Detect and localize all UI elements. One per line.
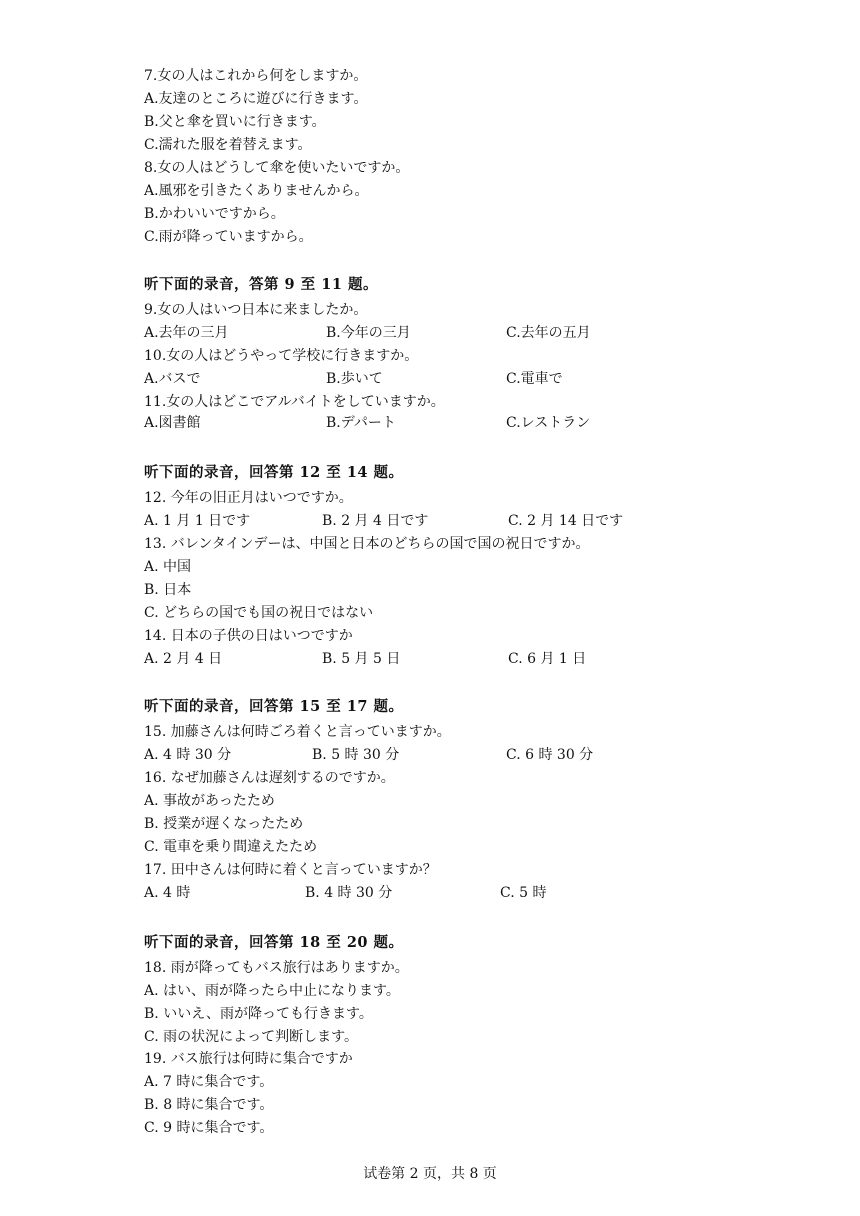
question-17-option-c: C. 5 時 (500, 885, 547, 901)
question-12-option-b: B. 2 月 4 日です (322, 513, 429, 529)
question-9-option-b: B.今年の三月 (326, 325, 411, 341)
question-14-option-c: C. 6 月 1 日 (508, 651, 587, 667)
question-10-option-b: B.歩いて (326, 371, 383, 387)
question-9-option-c: C.去年の五月 (506, 325, 591, 341)
question-18-option-a: A. はい、雨が降ったら中止になります。 (144, 983, 400, 999)
question-12-stem: 12. 今年の旧正月はいつですか。 (144, 490, 353, 506)
question-18-option-b: B. いいえ、雨が降っても行きます。 (144, 1006, 373, 1022)
question-7-option-c: C.濡れた服を着替えます。 (144, 137, 312, 153)
question-9-stem: 9.女の人はいつ日本に来ましたか。 (144, 302, 368, 318)
question-7-option-a: A.友達のところに遊びに行きます。 (144, 91, 368, 107)
section-heading-18-20: 听下面的录音，回答第 18 至 20 题。 (144, 934, 404, 951)
question-8-option-c: C.雨が降っていますから。 (144, 229, 313, 245)
question-14-option-a: A. 2 月 4 日 (144, 651, 223, 667)
question-16-option-a: A. 事故があったため (144, 793, 275, 809)
question-13-option-c: C. どちらの国でも国の祝日ではない (144, 605, 374, 621)
section-heading-9-11: 听下面的录音，答第 9 至 11 题。 (144, 276, 378, 293)
question-10-option-c: C.電車で (506, 371, 563, 387)
page-footer: 试卷第 2 页，共 8 页 (363, 1166, 497, 1182)
question-7-stem: 7.女の人はこれから何をしますか。 (144, 68, 368, 84)
question-11-stem: 11.女の人はどこでアルバイトをしていますか。 (144, 394, 445, 410)
question-19-option-a: A. 7 時に集合です。 (144, 1074, 274, 1090)
question-13-option-b: B. 日本 (144, 582, 192, 598)
question-15-option-b: B. 5 時 30 分 (312, 747, 400, 763)
question-17-option-b: B. 4 時 30 分 (305, 885, 393, 901)
question-10-option-a: A.バスで (144, 371, 201, 387)
question-8-option-b: B.かわいいですから。 (144, 206, 285, 222)
question-11-option-c: C.レストラン (506, 415, 591, 431)
question-13-option-a: A. 中国 (144, 559, 192, 575)
question-10-stem: 10.女の人はどうやって学校に行きますか。 (144, 348, 419, 364)
question-15-stem: 15. 加藤さんは何時ごろ着くと言っていますか。 (144, 724, 451, 740)
question-11-option-b: B.デパート (326, 415, 396, 431)
question-9-option-a: A.去年の三月 (144, 325, 229, 341)
question-11-option-a: A.図書館 (144, 415, 201, 431)
question-16-option-c: C. 電車を乗り間違えたため (144, 839, 318, 855)
question-12-option-a: A. 1 月 1 日です (144, 513, 251, 529)
question-17-option-a: A. 4 時 (144, 885, 191, 901)
question-18-option-c: C. 雨の状況によって判断します。 (144, 1029, 358, 1045)
question-13-stem: 13. バレンタインデーは、中国と日本のどちらの国で国の祝日ですか。 (144, 536, 590, 552)
question-14-stem: 14. 日本の子供の日はいつですか (144, 628, 353, 644)
question-19-option-c: C. 9 時に集合です。 (144, 1120, 274, 1136)
question-7-option-b: B.父と傘を買いに行きます。 (144, 114, 326, 130)
question-15-option-a: A. 4 時 30 分 (144, 747, 232, 763)
question-15-option-c: C. 6 時 30 分 (506, 747, 594, 763)
question-16-stem: 16. なぜ加藤さんは遅刻するのですか。 (144, 770, 395, 786)
section-heading-12-14: 听下面的录音，回答第 12 至 14 题。 (144, 464, 404, 481)
question-16-option-b: B. 授業が遅くなったため (144, 816, 304, 832)
question-14-option-b: B. 5 月 5 日 (322, 651, 401, 667)
question-12-option-c: C. 2 月 14 日です (508, 513, 624, 529)
question-8-option-a: A.風邪を引きたくありませんから。 (144, 183, 369, 199)
question-18-stem: 18. 雨が降ってもバス旅行はありますか。 (144, 960, 409, 976)
question-19-stem: 19. バス旅行は何時に集合ですか (144, 1051, 353, 1067)
question-8-stem: 8.女の人はどうして傘を使いたいですか。 (144, 160, 410, 176)
question-19-option-b: B. 8 時に集合です。 (144, 1097, 274, 1113)
section-heading-15-17: 听下面的录音，回答第 15 至 17 题。 (144, 698, 404, 715)
question-17-stem: 17. 田中さんは何時に着くと言っていますか？ (144, 862, 437, 878)
